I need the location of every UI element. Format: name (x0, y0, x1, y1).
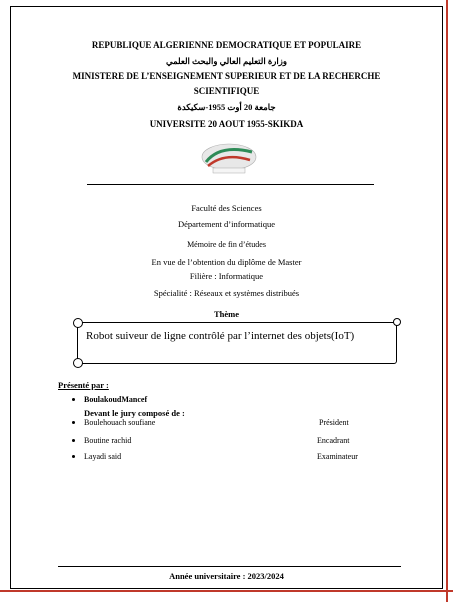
theme-scroll-box (77, 322, 397, 364)
jury-member-role: Président (319, 418, 349, 427)
footer-divider (58, 566, 401, 567)
memoir-type: Mémoire de fin d’études (187, 240, 266, 249)
university-logo-icon (200, 140, 258, 178)
theme-label: Thème (213, 309, 240, 319)
presented-by-label: Présenté par : (58, 380, 109, 390)
university-arabic: جامعة 20 أوت 1955-سكيكدة (177, 102, 276, 112)
theme-title: Robot suiveur de ligne contrôlé par l’internet des objets(IoT) (86, 330, 355, 342)
ministry-title-line1: MINISTERE DE L’ENSEIGNEMENT SUPERIEUR ET DE LA RECHERCHE (72, 71, 381, 81)
ministry-title-line2: SCIENTIFIQUE (193, 86, 260, 96)
scroll-curl-icon (73, 358, 83, 368)
jury-member-name: Layadi said (84, 452, 122, 461)
bullet-icon (72, 421, 75, 424)
page-edge-bottom (0, 590, 453, 592)
bullet-icon (72, 398, 75, 401)
republic-title: REPUBLIQUE ALGERIENNE DEMOCRATIQUE ET POPULAIRE (91, 40, 362, 50)
department-name: Département d’informatique (177, 219, 275, 229)
jury-label: Devant le jury composé de : (84, 408, 185, 418)
jury-member-role: Examinateur (317, 452, 358, 461)
university-title: UNIVERSITE 20 AOUT 1955-SKIKDA (149, 119, 304, 129)
scroll-curl-icon (73, 318, 83, 328)
faculty-name: Faculté des Sciences (191, 203, 262, 213)
jury-member-role: Encadrant (317, 436, 350, 445)
field-line: Filière : Informatique (189, 271, 264, 281)
specialty-line: Spécialité : Réseaux et systèmes distribués (153, 288, 300, 298)
jury-member-name: Boutine rachid (84, 436, 132, 445)
jury-member-name: Boulehouach soufiane (84, 418, 156, 427)
ministry-arabic: وزارة التعليم العالي والبحث العلمي (166, 56, 287, 66)
header-divider (87, 184, 374, 185)
bullet-icon (72, 439, 75, 442)
student-name: BoulakoudMancef (84, 395, 148, 404)
degree-line: En vue de l’obtention du diplôme de Master (151, 257, 302, 267)
bullet-icon (72, 455, 75, 458)
scroll-curl-icon (393, 318, 401, 326)
academic-year: Année universitaire : 2023/2024 (169, 571, 284, 581)
